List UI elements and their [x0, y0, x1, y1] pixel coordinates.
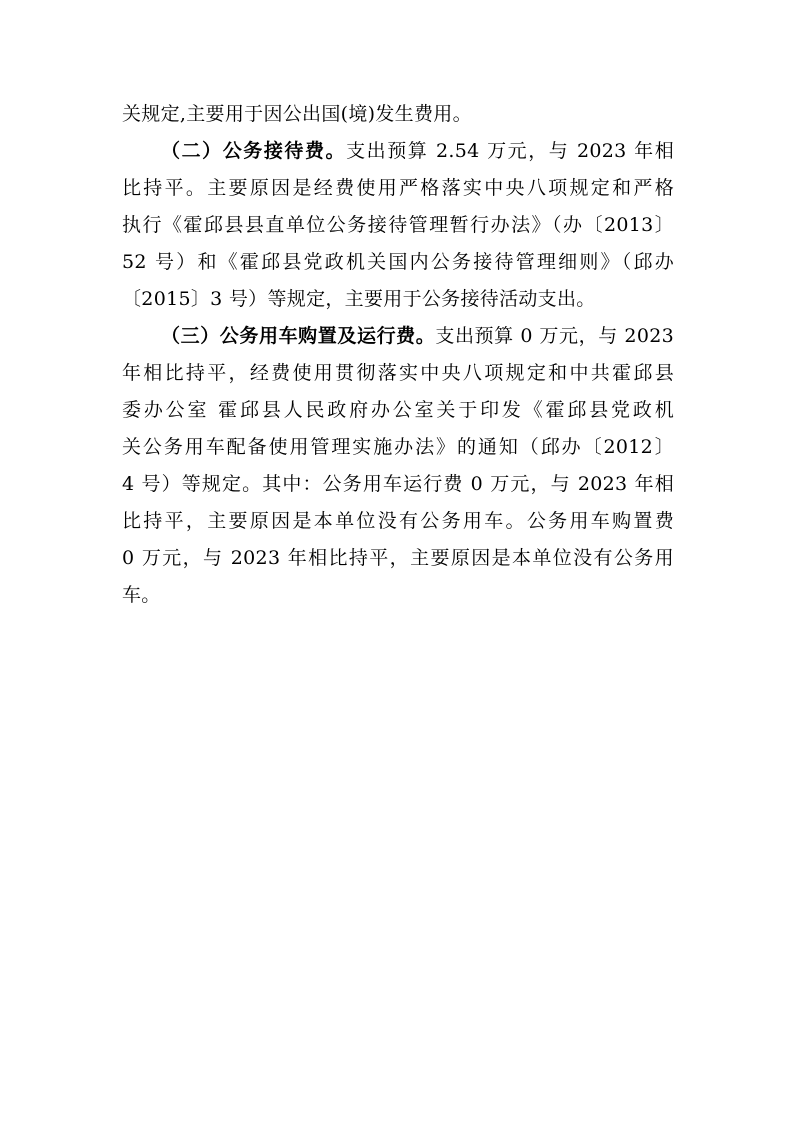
section-heading-reception: （二）公务接待费。 — [161, 140, 347, 162]
paragraph-2-line-4: 52 号）和《霍邱县党政机关国内公务接待管理细则》（邱办 — [122, 251, 674, 273]
section-heading-vehicles: （三）公务用车购置及运行费。 — [161, 325, 436, 347]
paragraph-3-line-8: 车。 — [122, 584, 161, 606]
paragraph-1-line-1: 关规定,主要用于因公出国(境)发生费用。 — [122, 103, 472, 125]
paragraph-3-line-1 — [122, 318, 674, 355]
paragraph-3-line-5: 4 号）等规定。其中：公务用车运行费 0 万元，与 2023 年相 — [122, 473, 674, 495]
paragraph-3-text: 支出预算 0 万元，与 2023 — [435, 325, 674, 347]
paragraph-3-line-3: 委办公室 霍邱县人民政府办公室关于印发《霍邱县党政机 — [122, 399, 674, 421]
document-page — [122, 96, 674, 614]
paragraph-2-line-2: 比持平。主要原因是经费使用严格落实中央八项规定和严格 — [122, 177, 674, 199]
paragraph-3-line-2: 年相比持平，经费使用贯彻落实中央八项规定和中共霍邱县 — [122, 362, 674, 384]
paragraph-2-line-5: 〔2015〕3 号）等规定，主要用于公务接待活动支出。 — [122, 288, 596, 310]
paragraph-2-line-1 — [122, 133, 674, 170]
paragraph-3-line-6: 比持平，主要原因是本单位没有公务用车。公务用车购置费 — [122, 510, 674, 532]
paragraph-2-text: 支出预算 2.54 万元，与 2023 年相 — [346, 140, 674, 162]
paragraph-2-line-3: 执行《霍邱县县直单位公务接待管理暂行办法》（办〔2013〕 — [122, 214, 674, 236]
paragraph-3-line-4: 关公务用车配备使用管理实施办法》的通知（邱办〔2012〕 — [122, 436, 674, 458]
paragraph-3-line-7: 0 万元，与 2023 年相比持平，主要原因是本单位没有公务用 — [122, 547, 674, 569]
